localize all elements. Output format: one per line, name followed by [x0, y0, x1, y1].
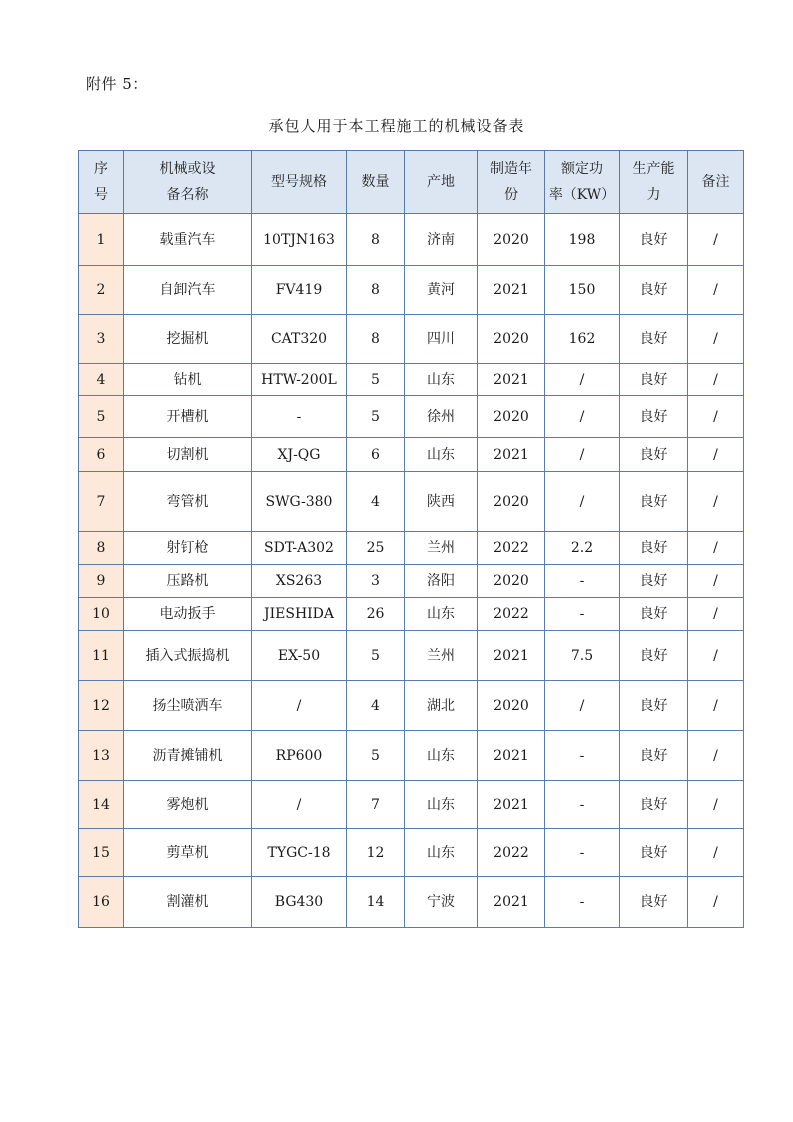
cell-year: 2021 — [478, 877, 545, 928]
cell-capacity: 良好 — [620, 631, 688, 681]
cell-origin: 山东 — [405, 781, 478, 829]
column-header-capacity: 生产能 力 — [620, 151, 688, 214]
cell-note: / — [688, 781, 744, 829]
cell-capacity: 良好 — [620, 315, 688, 364]
cell-model: SWG-380 — [252, 472, 347, 532]
cell-seq: 5 — [79, 396, 124, 438]
cell-power: 162 — [545, 315, 620, 364]
cell-name: 扬尘喷洒车 — [124, 681, 252, 731]
cell-note: / — [688, 396, 744, 438]
cell-note: / — [688, 598, 744, 631]
cell-origin: 山东 — [405, 364, 478, 396]
cell-model: RP600 — [252, 731, 347, 781]
table-row — [79, 731, 744, 781]
cell-qty: 8 — [347, 315, 405, 364]
cell-note: / — [688, 681, 744, 731]
cell-name: 沥青摊铺机 — [124, 731, 252, 781]
cell-seq: 13 — [79, 731, 124, 781]
cell-seq: 8 — [79, 532, 124, 565]
column-header-model: 型号规格 — [252, 151, 347, 214]
cell-year: 2022 — [478, 532, 545, 565]
cell-model: JIESHIDA — [252, 598, 347, 631]
table-row — [79, 829, 744, 877]
cell-model: EX-50 — [252, 631, 347, 681]
column-header-qty: 数量 — [347, 151, 405, 214]
table-row — [79, 631, 744, 681]
column-header-year: 制造年 份 — [478, 151, 545, 214]
cell-model: FV419 — [252, 266, 347, 315]
cell-capacity: 良好 — [620, 598, 688, 631]
cell-power: / — [545, 438, 620, 472]
cell-power: - — [545, 829, 620, 877]
cell-capacity: 良好 — [620, 214, 688, 266]
cell-year: 2020 — [478, 472, 545, 532]
table-row — [79, 565, 744, 598]
cell-model: BG430 — [252, 877, 347, 928]
cell-origin: 宁波 — [405, 877, 478, 928]
cell-power: / — [545, 472, 620, 532]
cell-capacity: 良好 — [620, 532, 688, 565]
cell-name: 剪草机 — [124, 829, 252, 877]
cell-name: 射钉枪 — [124, 532, 252, 565]
table-row — [79, 681, 744, 731]
cell-seq: 12 — [79, 681, 124, 731]
table-row — [79, 214, 744, 266]
cell-note: / — [688, 438, 744, 472]
cell-seq: 10 — [79, 598, 124, 631]
cell-seq: 6 — [79, 438, 124, 472]
cell-qty: 4 — [347, 472, 405, 532]
cell-year: 2021 — [478, 438, 545, 472]
cell-origin: 洛阳 — [405, 565, 478, 598]
cell-model: SDT-A302 — [252, 532, 347, 565]
cell-power: - — [545, 598, 620, 631]
cell-note: / — [688, 214, 744, 266]
cell-qty: 5 — [347, 364, 405, 396]
cell-origin: 兰州 — [405, 631, 478, 681]
cell-capacity: 良好 — [620, 731, 688, 781]
cell-year: 2020 — [478, 214, 545, 266]
column-header-power: 额定功 率（KW） — [545, 151, 620, 214]
cell-seq: 16 — [79, 877, 124, 928]
cell-power: / — [545, 396, 620, 438]
table-body — [79, 214, 744, 928]
cell-qty: 4 — [347, 681, 405, 731]
cell-name: 电动扳手 — [124, 598, 252, 631]
document-title: 承包人用于本工程施工的机械设备表 — [268, 117, 525, 135]
cell-origin: 黄河 — [405, 266, 478, 315]
cell-seq: 9 — [79, 565, 124, 598]
cell-qty: 14 — [347, 877, 405, 928]
cell-note: / — [688, 731, 744, 781]
cell-seq: 1 — [79, 214, 124, 266]
table-row — [79, 598, 744, 631]
table-row — [79, 315, 744, 364]
cell-year: 2021 — [478, 781, 545, 829]
cell-name: 割灌机 — [124, 877, 252, 928]
cell-power: - — [545, 565, 620, 598]
column-header-name: 机械或设 备名称 — [124, 151, 252, 214]
cell-note: / — [688, 877, 744, 928]
cell-origin: 山东 — [405, 731, 478, 781]
cell-model: CAT320 — [252, 315, 347, 364]
cell-name: 雾炮机 — [124, 781, 252, 829]
cell-name: 钻机 — [124, 364, 252, 396]
cell-year: 2021 — [478, 731, 545, 781]
cell-year: 2021 — [478, 266, 545, 315]
cell-origin: 四川 — [405, 315, 478, 364]
cell-model: XS263 — [252, 565, 347, 598]
cell-qty: 8 — [347, 214, 405, 266]
cell-qty: 26 — [347, 598, 405, 631]
cell-note: / — [688, 532, 744, 565]
cell-note: / — [688, 266, 744, 315]
cell-capacity: 良好 — [620, 829, 688, 877]
cell-capacity: 良好 — [620, 438, 688, 472]
cell-capacity: 良好 — [620, 681, 688, 731]
cell-origin: 山东 — [405, 829, 478, 877]
cell-model: HTW-200L — [252, 364, 347, 396]
cell-note: / — [688, 829, 744, 877]
cell-origin: 徐州 — [405, 396, 478, 438]
cell-model: / — [252, 681, 347, 731]
cell-seq: 7 — [79, 472, 124, 532]
cell-capacity: 良好 — [620, 877, 688, 928]
cell-qty: 25 — [347, 532, 405, 565]
equipment-table — [78, 150, 744, 928]
table-row — [79, 396, 744, 438]
cell-model: 10TJN163 — [252, 214, 347, 266]
cell-qty: 12 — [347, 829, 405, 877]
attachment-label: 附件 5： — [86, 75, 148, 93]
cell-origin: 兰州 — [405, 532, 478, 565]
table-row — [79, 472, 744, 532]
table-row — [79, 781, 744, 829]
table-row — [79, 532, 744, 565]
column-header-seq: 序 号 — [79, 151, 124, 214]
cell-name: 开槽机 — [124, 396, 252, 438]
cell-qty: 8 — [347, 266, 405, 315]
cell-seq: 2 — [79, 266, 124, 315]
cell-power: / — [545, 364, 620, 396]
table-row — [79, 364, 744, 396]
cell-seq: 15 — [79, 829, 124, 877]
cell-capacity: 良好 — [620, 266, 688, 315]
cell-model: XJ-QG — [252, 438, 347, 472]
cell-year: 2020 — [478, 396, 545, 438]
cell-note: / — [688, 565, 744, 598]
cell-capacity: 良好 — [620, 364, 688, 396]
cell-power: 198 — [545, 214, 620, 266]
cell-qty: 5 — [347, 631, 405, 681]
table-row — [79, 877, 744, 928]
cell-year: 2022 — [478, 598, 545, 631]
cell-year: 2020 — [478, 315, 545, 364]
cell-model: - — [252, 396, 347, 438]
cell-qty: 5 — [347, 731, 405, 781]
cell-capacity: 良好 — [620, 565, 688, 598]
cell-power: - — [545, 781, 620, 829]
cell-year: 2022 — [478, 829, 545, 877]
cell-year: 2020 — [478, 565, 545, 598]
cell-power: - — [545, 877, 620, 928]
cell-seq: 14 — [79, 781, 124, 829]
cell-power: 150 — [545, 266, 620, 315]
cell-name: 自卸汽车 — [124, 266, 252, 315]
cell-qty: 7 — [347, 781, 405, 829]
cell-name: 插入式振捣机 — [124, 631, 252, 681]
cell-capacity: 良好 — [620, 396, 688, 438]
cell-power: - — [545, 731, 620, 781]
cell-note: / — [688, 364, 744, 396]
cell-name: 挖掘机 — [124, 315, 252, 364]
cell-seq: 11 — [79, 631, 124, 681]
cell-note: / — [688, 472, 744, 532]
cell-power: 7.5 — [545, 631, 620, 681]
cell-seq: 3 — [79, 315, 124, 364]
cell-note: / — [688, 315, 744, 364]
table-header-row — [79, 151, 744, 214]
cell-name: 载重汽车 — [124, 214, 252, 266]
cell-origin: 山东 — [405, 438, 478, 472]
cell-note: / — [688, 631, 744, 681]
cell-model: TYGC-18 — [252, 829, 347, 877]
column-header-origin: 产地 — [405, 151, 478, 214]
cell-power: / — [545, 681, 620, 731]
cell-origin: 济南 — [405, 214, 478, 266]
cell-name: 切割机 — [124, 438, 252, 472]
cell-capacity: 良好 — [620, 472, 688, 532]
cell-capacity: 良好 — [620, 781, 688, 829]
cell-power: 2.2 — [545, 532, 620, 565]
column-header-note: 备注 — [688, 151, 744, 214]
cell-name: 弯管机 — [124, 472, 252, 532]
cell-name: 压路机 — [124, 565, 252, 598]
table-row — [79, 266, 744, 315]
cell-qty: 6 — [347, 438, 405, 472]
cell-year: 2020 — [478, 681, 545, 731]
cell-qty: 5 — [347, 396, 405, 438]
cell-qty: 3 — [347, 565, 405, 598]
cell-model: / — [252, 781, 347, 829]
cell-year: 2021 — [478, 631, 545, 681]
cell-origin: 山东 — [405, 598, 478, 631]
cell-origin: 湖北 — [405, 681, 478, 731]
cell-year: 2021 — [478, 364, 545, 396]
cell-seq: 4 — [79, 364, 124, 396]
cell-origin: 陕西 — [405, 472, 478, 532]
table-row — [79, 438, 744, 472]
